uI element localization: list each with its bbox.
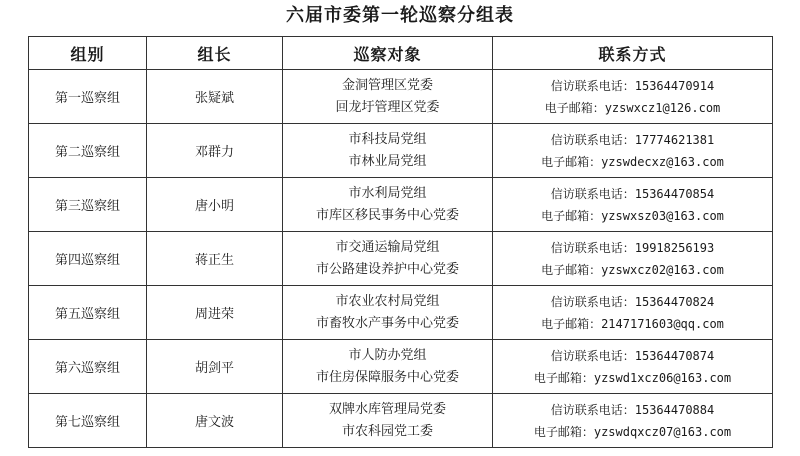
email-address: 电子邮箱：yzswxcz1@126.com bbox=[544, 100, 721, 115]
targets-cell bbox=[283, 178, 493, 232]
target-unit: 市科技局党组 bbox=[348, 131, 427, 147]
hotline-phone: 信访联系电话：19918256193 bbox=[550, 240, 715, 255]
leader-name-cell: 蒋正生 bbox=[147, 232, 283, 286]
contact-cell bbox=[493, 394, 773, 448]
targets-cell bbox=[283, 394, 493, 448]
table-row bbox=[29, 340, 773, 394]
targets-cell bbox=[283, 232, 493, 286]
targets-cell bbox=[283, 340, 493, 394]
header-contact: 联系方式 bbox=[493, 37, 773, 70]
leader-name-cell: 唐文波 bbox=[147, 394, 283, 448]
table-row bbox=[29, 286, 773, 340]
hotline-phone: 信访联系电话：15364470874 bbox=[550, 348, 715, 363]
header-leader: 组长 bbox=[147, 37, 283, 70]
target-unit: 双牌水库管理局党委 bbox=[328, 401, 446, 417]
leader-name-cell: 胡剑平 bbox=[147, 340, 283, 394]
email-address: 电子邮箱：yzswxcz02@163.com bbox=[541, 262, 724, 277]
table-row bbox=[29, 70, 773, 124]
contact-cell bbox=[493, 232, 773, 286]
inspection-group-table bbox=[28, 36, 773, 448]
group-name-cell: 第四巡察组 bbox=[29, 232, 147, 286]
contact-cell bbox=[493, 178, 773, 232]
target-unit: 市农业农村局党组 bbox=[335, 293, 440, 309]
group-name-cell: 第五巡察组 bbox=[29, 286, 147, 340]
target-unit: 市林业局党组 bbox=[348, 153, 427, 169]
email-address: 电子邮箱：yzswdecxz@163.com bbox=[541, 154, 724, 169]
leader-name-cell: 唐小明 bbox=[147, 178, 283, 232]
email-address: 电子邮箱：2147171603@qq.com bbox=[541, 316, 724, 331]
target-unit: 回龙圩管理区党委 bbox=[335, 99, 440, 115]
target-unit: 金洞管理区党委 bbox=[341, 77, 433, 93]
page-title: 六届市委第一轮巡察分组表 bbox=[286, 5, 514, 26]
target-unit: 市公路建设养护中心党委 bbox=[315, 261, 459, 277]
target-unit: 市水利局党组 bbox=[348, 185, 427, 201]
header-targets: 巡察对象 bbox=[283, 37, 493, 70]
table-row bbox=[29, 232, 773, 286]
group-name-cell: 第二巡察组 bbox=[29, 124, 147, 178]
group-name-cell: 第六巡察组 bbox=[29, 340, 147, 394]
leader-name-cell: 周进荣 bbox=[147, 286, 283, 340]
leader-name-cell: 邓群力 bbox=[147, 124, 283, 178]
contact-cell bbox=[493, 340, 773, 394]
target-unit: 市住房保障服务中心党委 bbox=[315, 369, 459, 385]
leader-name-cell: 张疑斌 bbox=[147, 70, 283, 124]
hotline-phone: 信访联系电话：17774621381 bbox=[550, 132, 715, 147]
group-name-cell: 第三巡察组 bbox=[29, 178, 147, 232]
target-unit: 市农科园党工委 bbox=[341, 423, 433, 439]
targets-cell bbox=[283, 124, 493, 178]
targets-cell bbox=[283, 70, 493, 124]
table-header-row bbox=[29, 37, 773, 70]
table-row bbox=[29, 178, 773, 232]
table-row bbox=[29, 394, 773, 448]
contact-cell bbox=[493, 286, 773, 340]
header-group: 组别 bbox=[29, 37, 147, 70]
target-unit: 市畜牧水产事务中心党委 bbox=[315, 315, 459, 331]
group-name-cell: 第七巡察组 bbox=[29, 394, 147, 448]
hotline-phone: 信访联系电话：15364470914 bbox=[550, 78, 715, 93]
contact-cell bbox=[493, 124, 773, 178]
targets-cell bbox=[283, 286, 493, 340]
email-address: 电子邮箱：yzswxsz03@163.com bbox=[541, 208, 724, 223]
hotline-phone: 信访联系电话：15364470884 bbox=[550, 402, 715, 417]
hotline-phone: 信访联系电话：15364470854 bbox=[550, 186, 715, 201]
contact-cell bbox=[493, 70, 773, 124]
hotline-phone: 信访联系电话：15364470824 bbox=[550, 294, 715, 309]
target-unit: 市人防办党组 bbox=[348, 347, 427, 363]
target-unit: 市交通运输局党组 bbox=[335, 239, 440, 255]
group-name-cell: 第一巡察组 bbox=[29, 70, 147, 124]
email-address: 电子邮箱：yzswd1xcz06@163.com bbox=[533, 370, 732, 385]
target-unit: 市库区移民事务中心党委 bbox=[315, 207, 459, 223]
table-row bbox=[29, 124, 773, 178]
email-address: 电子邮箱：yzswdqxcz07@163.com bbox=[533, 424, 732, 439]
